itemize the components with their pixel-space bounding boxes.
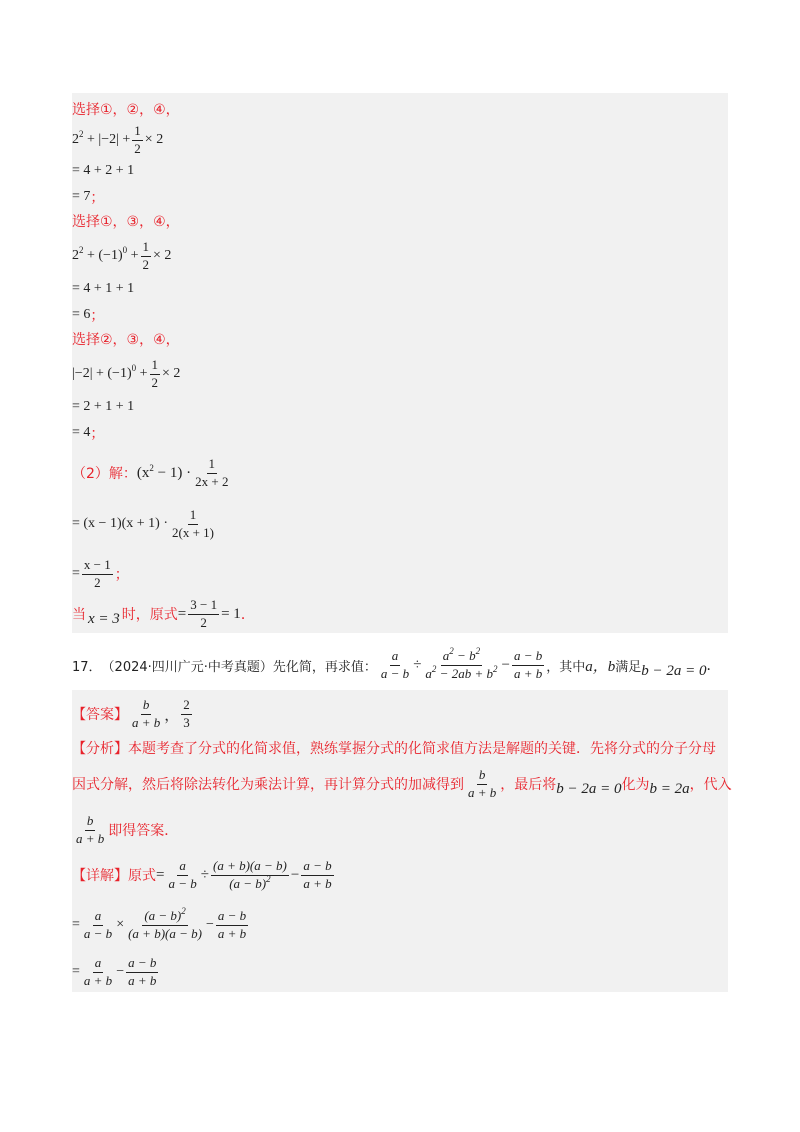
answer-block [72, 690, 732, 992]
answer-line: 【答案】 $\frac{b}{a + b}$ ， $\frac{2}{3}$ [72, 697, 190, 730]
detail-line2: = $\frac{a}{a - b}$ × $\frac{(a - b)^2}{(a + b)(a - b)}$ − $\frac{a - b}{a + b}$ [72, 906, 247, 941]
question-source: （2024·四川广元·中考真题）先化简，再求值： [101, 659, 377, 675]
part2-label: （2）解： [72, 466, 137, 482]
answer-fraction-value: $\frac{2}{3}$ [183, 697, 190, 730]
res-a-sum: = 4 + 2 + 1 [72, 163, 135, 178]
res-b-val: = 6 ； [72, 307, 105, 324]
fraction-a-over-a-minus-b: $\frac{a}{a - b}$ [168, 858, 197, 891]
fraction-reciprocal: $\frac{(a - b)^2}{(a + b)(a - b)}$ [128, 906, 202, 941]
res-c-sum: = 2 + 1 + 1 [72, 399, 135, 414]
fraction-1-over-2x-plus-1: $\frac{1}{2(x + 1)}$ [172, 507, 214, 540]
detail-line1: 【详解】原式 = $\frac{a}{a - b}$ ÷ $\frac{(a + b)(a - b)}{(a - b)^2}$ − $\frac{a - b}{a + b}$ [72, 858, 332, 891]
choice-c-label: 选择②，③，④， [72, 332, 180, 348]
analysis-line2: 因式分解，然后将除法转化为乘法计算，再计算分式的加减得到 $\frac{b}{a + b}$ ，最后将 b − 2a = 0 化为 b = 2a ，代入 [72, 767, 732, 800]
fraction-1-over-2x-plus-2: $\frac{1}{2x + 2}$ [195, 456, 229, 489]
fraction-a-over-a-minus-b: $\frac{a}{a - b}$ [380, 648, 410, 681]
answer-fraction-b-over-a-plus-b: $\frac{b}{a + b}$ [132, 697, 161, 730]
fraction-a-minus-b-over-a-plus-b: $\frac{a - b}{a + b}$ [513, 648, 543, 681]
fraction-a-over-a-minus-b: $\frac{a}{a - b}$ [83, 908, 113, 941]
expr-c: $|-2| + (-1)^0$ + $\frac{1}{2}$ × 2 [72, 357, 181, 390]
expr-a: $2^2 + |-2|$ + $\frac{1}{2}$ × 2 [72, 123, 164, 156]
fraction-one-half: $\frac{1}{2}$ [142, 239, 150, 272]
fraction-a-over-a-plus-b: $\frac{a}{a + b}$ [83, 955, 113, 988]
solution-block-top [72, 93, 728, 633]
res-c-val: = 4 ； [72, 425, 105, 442]
fraction-factored: $\frac{(a + b)(a - b)}{(a - b)^2}$ [212, 858, 287, 891]
analysis-line1: 【分析】 本题考查了分式的化简求值，熟练掌握分式的化简求值方法是解题的关键．先将分式的分子分母 [72, 738, 716, 758]
analysis-label: 【分析】 [72, 741, 128, 757]
fraction-b-over-a-plus-b: $\frac{b}{a + b}$ [468, 767, 497, 800]
answer-label: 【答案】 [72, 707, 128, 723]
part2-step2: = $\frac{x - 1}{2}$ ； [72, 557, 129, 590]
detail-label: 【详解】原式 [72, 868, 156, 884]
fraction-final: $\frac{3 - 1}{2}$ [190, 597, 218, 630]
fraction-a-minus-b-over-a-plus-b: $\frac{a - b}{a + b}$ [217, 908, 247, 941]
res-a-val: = 7 ； [72, 189, 105, 206]
question-17: 17． （2024·四川广元·中考真题）先化简，再求值： $\frac{a}{a - b}$ ÷ $\frac{a^2 - b^2}{a^2 - 2ab + b^2}$ − $\frac{a - b}{a + b}$ ，其中 a，b 满足 b − 2a = 0 ． [72, 646, 721, 681]
choice-b-label: 选择①，③，④， [72, 214, 180, 230]
fraction-a2-minus-b2: $\frac{a^2 - b^2}{a^2 - 2ab + b^2}$ [425, 646, 498, 681]
fraction-a-minus-b-over-a-plus-b: $\frac{a - b}{a + b}$ [128, 955, 157, 988]
fraction-one-half: $\frac{1}{2}$ [134, 123, 141, 156]
part2-step1: = (x − 1)(x + 1) · $\frac{1}{2(x + 1)}$ [72, 507, 214, 540]
part2-substitute: 当 x = 3 时，原式 = $\frac{3 - 1}{2}$ = 1 ． [72, 597, 255, 630]
fraction-result: $\frac{x - 1}{2}$ [83, 557, 111, 590]
part2-expr: （2）解： $(x^2 - 1)$ · $\frac{1}{2x + 2}$ [72, 456, 229, 489]
fraction-a-minus-b-over-a-plus-b: $\frac{a - b}{a + b}$ [303, 858, 332, 891]
detail-line3: = $\frac{a}{a + b}$ − $\frac{a - b}{a + b}$ [72, 955, 157, 988]
fraction-one-half: $\frac{1}{2}$ [151, 357, 159, 390]
res-b-sum: = 4 + 1 + 1 [72, 281, 135, 296]
choice-a-label: 选择①，②，④， [72, 102, 180, 118]
fraction-b-over-a-plus-b: $\frac{b}{a + b}$ [76, 813, 105, 846]
analysis-line3: $\frac{b}{a + b}$ 即得答案． [76, 813, 179, 846]
question-number: 17． [72, 659, 102, 675]
expr-b: $2^2 + (-1)^0$ + $\frac{1}{2}$ × 2 [72, 239, 172, 272]
